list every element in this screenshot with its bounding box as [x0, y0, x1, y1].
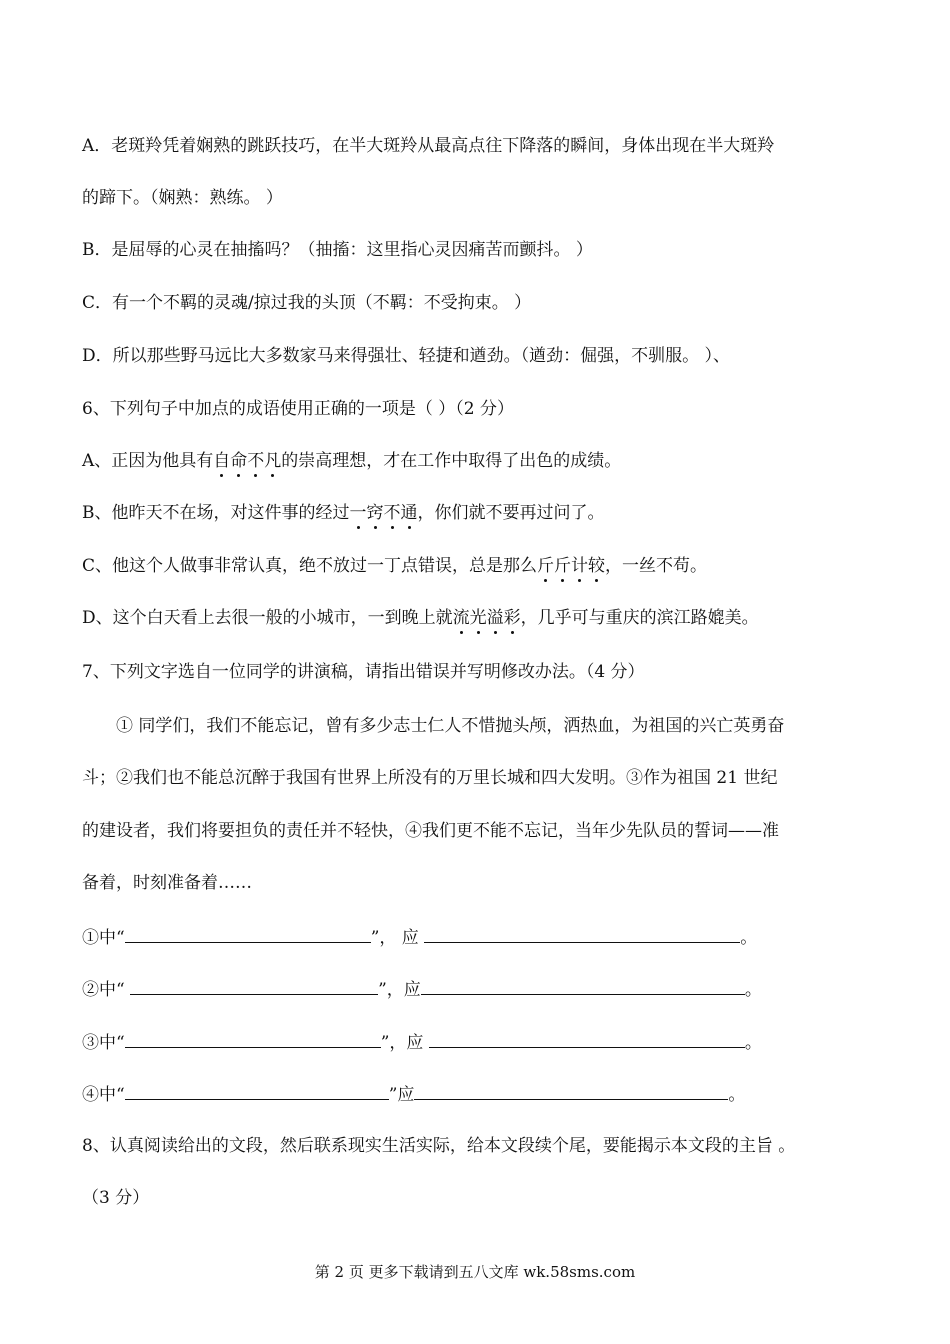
q7-passage-line1: ① 同学们，我们不能忘记，曾有多少志士仁人不惜抛头颅，洒热血，为祖国的兴亡英勇奋: [116, 716, 785, 736]
q5-option-a-line2: 的蹄下。（娴熟：熟练。 ）: [82, 188, 283, 208]
dotted-char: 不: [383, 503, 401, 523]
dotted-char: 命: [230, 451, 248, 471]
dotted-char: 不: [247, 451, 265, 471]
dotted-char: 溢: [486, 608, 504, 628]
dotted-char: 斤: [554, 556, 572, 576]
dotted-char: 凡: [264, 451, 282, 471]
dotted-char: 通: [400, 503, 418, 523]
q5-option-b: B．是屈辱的心灵在抽搐吗？（抽搐：这里指心灵因痛苦而颤抖。 ）: [82, 240, 593, 260]
q8-stem: 8、认真阅读给出的文段，然后联系现实生活实际，给本文段续个尾，要能揭示本文段的主旨 。: [82, 1136, 796, 1156]
option-text: C、他这个人做事非常认真，绝不放过一丁点错误，总是那么: [82, 556, 538, 576]
dotted-char: 窍: [366, 503, 384, 523]
dotted-char: 自: [213, 451, 231, 471]
dotted-char: 计: [571, 556, 589, 576]
answer-end: 。: [728, 1085, 746, 1105]
answer-end: 。: [740, 928, 758, 948]
option-text: D、这个白天看上去很一般的小城市，一到晚上就: [82, 608, 453, 628]
option-text: ，一丝不苟。: [605, 556, 708, 576]
option-text: B、他昨天不在场，对这件事的经过: [82, 503, 350, 523]
q6-option-a: [82, 449, 621, 473]
answer-label: ”，应: [378, 980, 421, 1000]
q5-option-c: C．有一个不羁的灵魂/掠过我的头顶（不羁：不受拘束。 ）: [82, 293, 532, 313]
answer-label: ”，应: [380, 1033, 429, 1053]
answer-blank-fix[interactable]: [424, 924, 740, 943]
answer-blank-error[interactable]: [125, 924, 371, 943]
answer-end: 。: [744, 980, 762, 1000]
q7-stem: 7、下列文字选自一位同学的讲演稿，请指出错误并写明修改办法。（4 分）: [82, 662, 645, 682]
option-text: 的崇高理想，才在工作中取得了出色的成绩。: [281, 451, 622, 471]
q7-answer-row-3: [82, 1029, 762, 1055]
answer-label: ③中“: [82, 1033, 125, 1053]
q7-answer-row-4: [82, 1081, 745, 1107]
q7-answer-row-2: [82, 976, 762, 1002]
dotted-char: 彩: [503, 608, 521, 628]
q5-option-a-line1: A．老斑羚凭着娴熟的跳跃技巧，在半大斑羚从最高点往下降落的瞬间，身体出现在半大斑羚: [82, 136, 775, 156]
answer-blank-error[interactable]: [130, 976, 378, 995]
q8-score: （3 分）: [82, 1188, 150, 1208]
answer-label: ”， 应: [370, 928, 425, 948]
q7-passage-line4: 备着，时刻准备着……: [82, 873, 252, 893]
answer-blank-fix[interactable]: [414, 1081, 728, 1100]
answer-label: ④中“: [82, 1085, 125, 1105]
q5-option-d: D．所以那些野马远比大多数家马来得强壮、轻捷和遒劲。（遒劲：倔强，不驯服。 ）、: [82, 346, 731, 366]
answer-blank-fix[interactable]: [429, 1029, 745, 1048]
answer-blank-error[interactable]: [125, 1081, 389, 1100]
q7-passage-line3: 的建设者，我们将要担负的责任并不轻快，④我们更不能不忘记，当年少先队员的誓词——准: [82, 821, 779, 841]
answer-blank-error[interactable]: [125, 1029, 381, 1048]
q6-option-d: [82, 606, 759, 630]
dotted-char: 光: [469, 608, 487, 628]
dotted-char: 斤: [537, 556, 555, 576]
page-footer: 第 2 页 更多下载请到五八文库 wk.58sms.com: [314, 1263, 636, 1281]
answer-label: ”应: [388, 1085, 415, 1105]
q7-answer-row-1: [82, 924, 757, 950]
dotted-char: 一: [349, 503, 367, 523]
answer-label: ②中“: [82, 980, 131, 1000]
q7-passage-line2: 斗；②我们也不能总沉醉于我国有世界上所没有的万里长城和四大发明。③作为祖国 21 世纪: [82, 768, 778, 788]
dotted-char: 流: [452, 608, 470, 628]
q6-option-c: [82, 554, 707, 578]
answer-blank-fix[interactable]: [421, 976, 745, 995]
answer-end: 。: [744, 1033, 762, 1053]
q6-option-b: [82, 501, 605, 525]
answer-label: ①中“: [82, 928, 125, 948]
option-text: ，你们就不要再过问了。: [417, 503, 605, 523]
dotted-char: 较: [588, 556, 606, 576]
option-text: ，几乎可与重庆的滨江路媲美。: [520, 608, 759, 628]
option-text: A、正因为他具有: [82, 451, 214, 471]
q6-stem: 6、下列句子中加点的成语使用正确的一项是（ ）（2 分）: [82, 399, 514, 419]
